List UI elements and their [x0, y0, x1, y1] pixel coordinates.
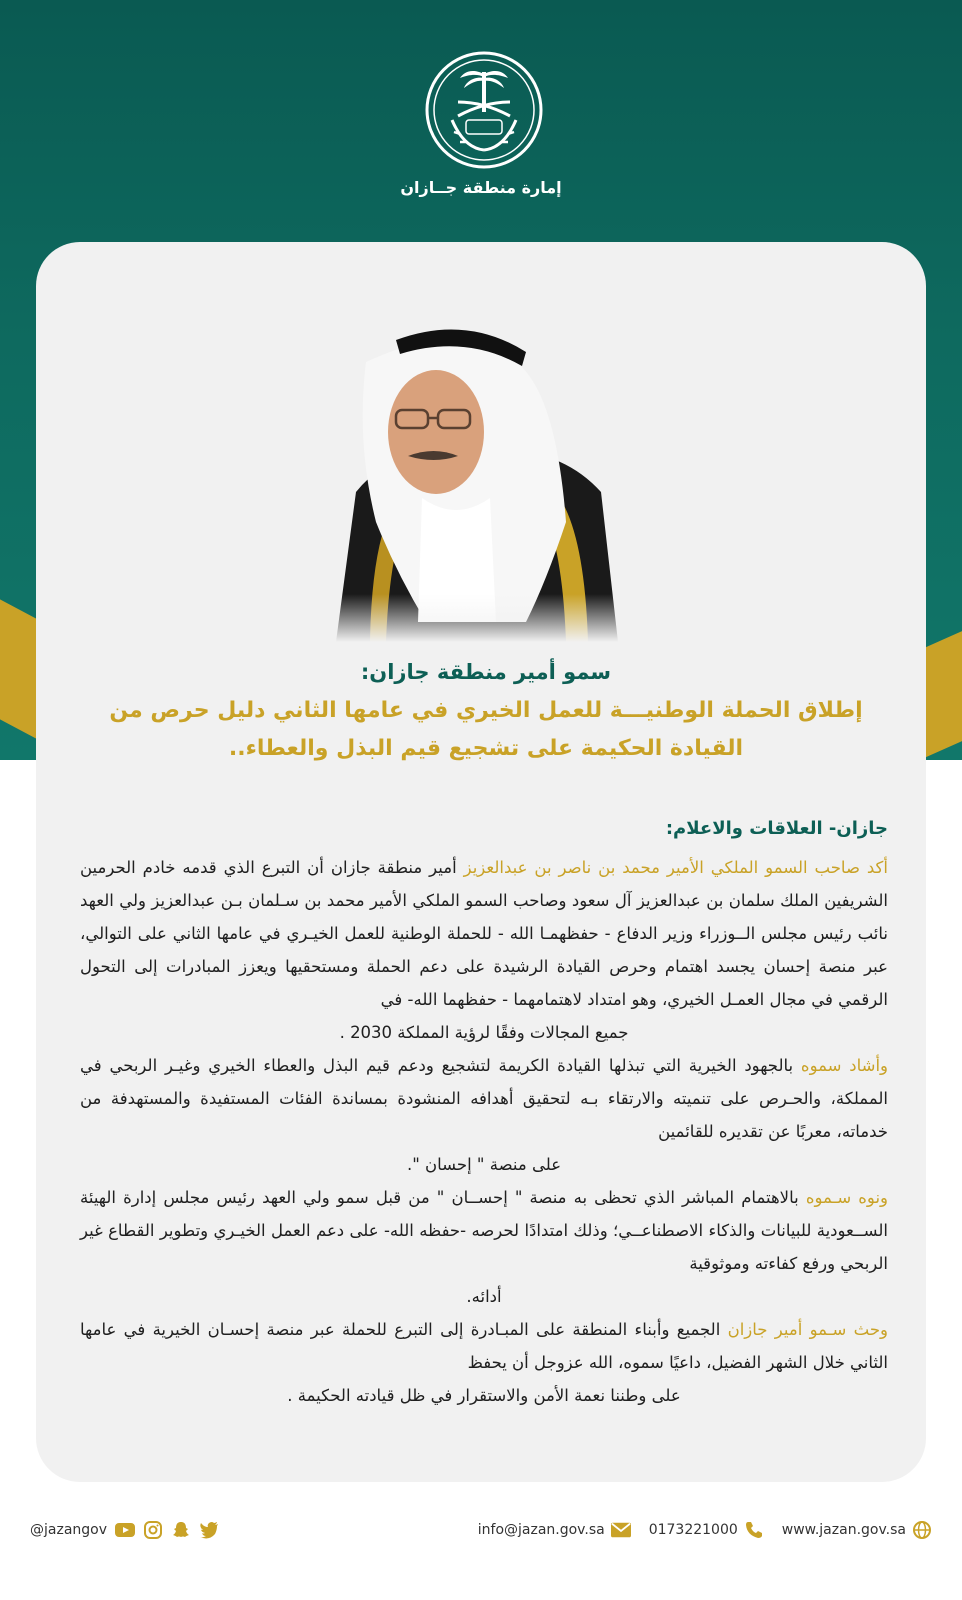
paragraph-1 [80, 851, 888, 1016]
paragraph-2-lead: وأشاد سموه [800, 1056, 889, 1075]
social-links [30, 1520, 219, 1540]
paragraph-3-last: أدائه. [466, 1287, 502, 1306]
paragraph-3-lead: ونوه سـموه [805, 1188, 889, 1207]
social-handle[interactable]: @jazangov [30, 1522, 108, 1538]
email-item[interactable] [478, 1520, 631, 1540]
email-text[interactable]: info@jazan.gov.sa [477, 1522, 605, 1538]
website-item[interactable] [782, 1520, 932, 1540]
youtube-icon[interactable] [115, 1520, 135, 1540]
paragraph-3 [80, 1181, 888, 1280]
paragraph-2-last: على منصة " إحسان ". [406, 1155, 562, 1174]
snapchat-icon[interactable] [171, 1520, 191, 1540]
paragraph-1-text: أمير منطقة جازان أن التبرع الذي قدمه خادم الحرمين الشريفين الملك سلمان بن عبدالعزيز آل سعود وصاحب السمو الملكي الأمير محمد بن سـلمان بـن عبدالعزيز ولي العهد نائب رئيس مجلس الــوزراء وزير الدفاع - حفظهمـا الله - للحملة الوطنية للعمل الخيـري في عامها الثاني على التوالي، عبر منصة إحسان يجسد اهتمام وحرص القيادة الرشيدة على دعم الحملة ومستحقيها ويعزز المبادرات إلى التحول الرقمي في مجال العمـل الخيري، وهو امتداد لاهتمامهما - حفظهما الله- في [80, 858, 888, 1009]
twitter-icon[interactable] [199, 1520, 219, 1540]
paragraph-4-last: على وطننا نعمة الأمن والاستقرار في ظل قيادته الحكيمة . [287, 1386, 681, 1405]
website-text[interactable]: www.jazan.gov.sa [781, 1522, 906, 1538]
headline-line-1: إطلاق الحملة الوطنيـــة للعمل الخيري في عامها الثاني دليل حرص من [109, 698, 863, 723]
contact-info [468, 1520, 932, 1540]
phone-item[interactable] [649, 1520, 764, 1540]
globe-icon [912, 1520, 932, 1540]
headline-kicker: سمو أمير منطقة جازان: [360, 660, 612, 684]
paragraph-2 [80, 1049, 888, 1148]
saudi-emblem-icon [424, 50, 544, 170]
dateline: جازان- العلاقات والاعلام: [665, 818, 888, 839]
footer [30, 1510, 932, 1550]
instagram-icon[interactable] [143, 1520, 163, 1540]
org-name: إمارة منطقة جــازان [400, 178, 562, 197]
phone-text[interactable]: 0173221000 [648, 1522, 738, 1538]
paragraph-4-text: الجميع وأبناء المنطقة على المبـادرة إلى التبرع للحملة عبر منصة إحسـان الخيرية في عامها الثاني خلال الشهر الفضيل، داعيًا سموه، الله عزوجل أن يحفظ [80, 1320, 888, 1372]
article-body [80, 812, 888, 1412]
paragraph-3-text: بالاهتمام المباشر الذي تحظى به منصة " إحســان " من قبل سمو ولي العهد رئيس مجلس إدارة الهيئة الســعودية للبيانات والذكاء الاصطناعــي؛ وذلك امتدادًا لحرصه -حفظه الله- على دعم العمل الخيـري وتطوير القطاع غير الربحي ورفع كفاءته وموثوقية [80, 1188, 888, 1273]
prince-portrait [326, 322, 626, 642]
content-card [36, 242, 926, 1482]
envelope-icon [611, 1520, 631, 1540]
phone-icon [744, 1520, 764, 1540]
paragraph-1-last: جميع المجالات وفقًا لرؤية المملكة 2030 . [339, 1023, 629, 1042]
paragraph-4-lead: وحث سـمو أمير جازان [727, 1320, 889, 1339]
paragraph-4 [80, 1313, 888, 1379]
paragraph-1-lead: أكد صاحب السمو الملكي الأمير محمد بن ناصر بن عبدالعزيز [463, 858, 888, 877]
paragraph-2-text: بالجهود الخيرية التي تبذلها القيادة الكريمة لتشجيع ودعم قيم البذل والعطاء الخيري وغيـر الربحي في المملكة، والحـرص على تنميته والارتقاء بـه لتحقيق أهدافه المنشودة بمساندة الفئات المستفيدة والمستهدفة من خدماته، معربًا عن تقديره للقائمين [80, 1056, 888, 1141]
headline-line-2: القيادة الحكيمة على تشجيع قيم البذل والعطاء.. [228, 736, 744, 761]
headline-block [76, 660, 896, 768]
